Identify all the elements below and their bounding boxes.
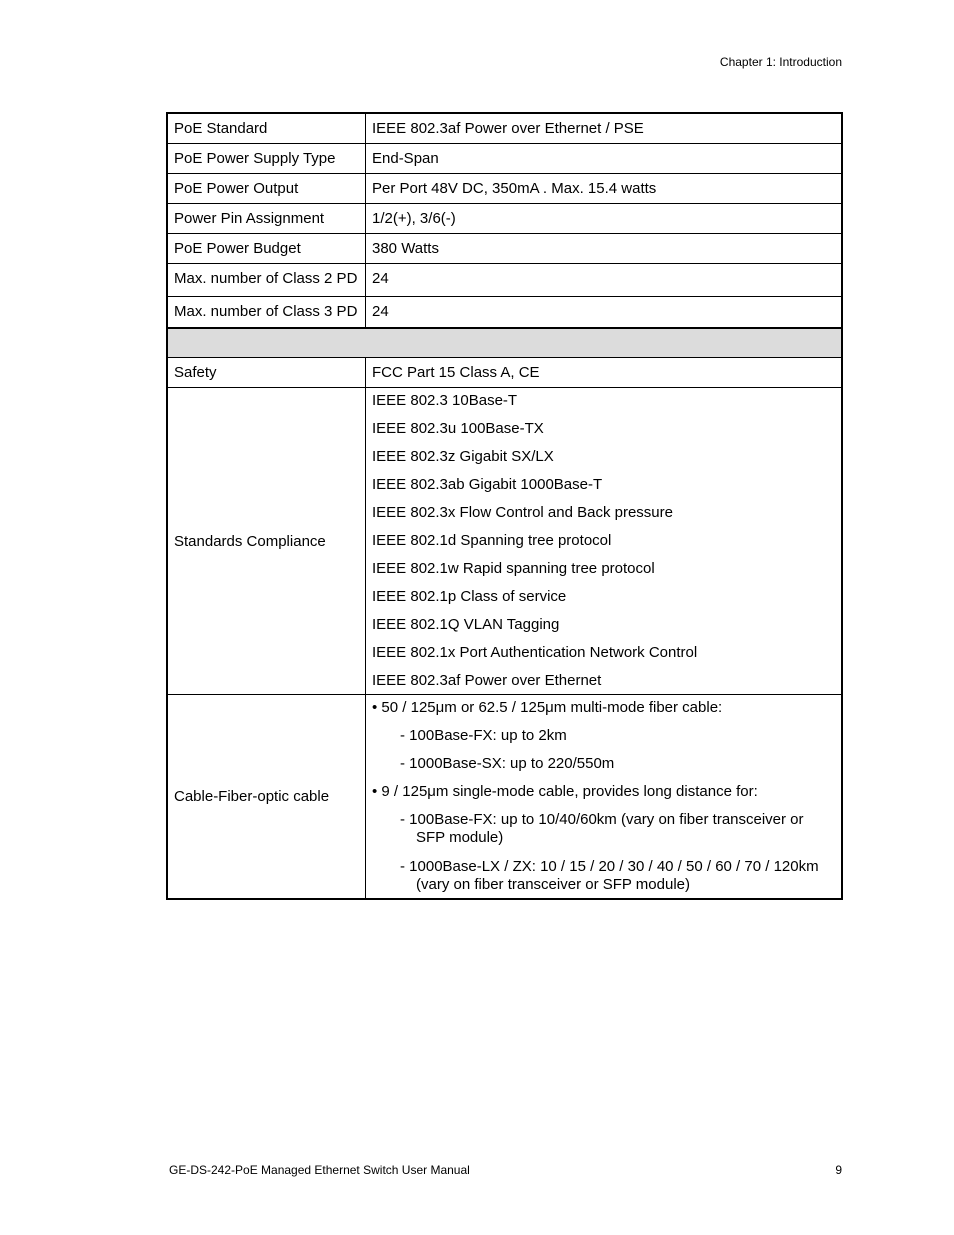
list-item: IEEE 802.3x Flow Control and Back pressure: [372, 504, 673, 521]
row-value: FCC Part 15 Class A, CE: [366, 358, 843, 388]
row-label: PoE Power Budget: [167, 234, 366, 264]
list-item: - 100Base-FX: up to 2km: [400, 727, 567, 744]
footer-manual-title: GE-DS-242-PoE Managed Ethernet Switch User Manual: [169, 1163, 470, 1177]
list-item: - 1000Base-SX: up to 220/550m: [400, 755, 615, 772]
list-item: IEEE 802.3u 100Base-TX: [372, 420, 544, 437]
table-row: [167, 264, 842, 297]
list-item: • 9 / 125μm single-mode cable, provides long distance for:: [372, 783, 758, 800]
table-row: [167, 358, 842, 388]
row-value: Per Port 48V DC, 350mA . Max. 15.4 watts: [366, 174, 843, 204]
row-label: Max. number of Class 3 PD: [167, 297, 366, 329]
row-label: Safety: [167, 358, 366, 388]
table-row: [167, 174, 842, 204]
row-value: 1/2(+), 3/6(-): [366, 204, 843, 234]
row-value: End-Span: [366, 144, 843, 174]
standards-list: [366, 388, 843, 695]
row-label: PoE Standard: [167, 113, 366, 144]
list-item: IEEE 802.3ab Gigabit 1000Base-T: [372, 476, 603, 493]
row-value: IEEE 802.3af Power over Ethernet / PSE: [366, 113, 843, 144]
section-separator: [167, 328, 842, 358]
row-label: Max. number of Class 2 PD: [167, 264, 366, 297]
row-value: 24: [366, 297, 843, 329]
list-item: IEEE 802.3 10Base-T: [372, 392, 518, 409]
table-row: [167, 144, 842, 174]
row-label: Cable-Fiber-optic cable: [167, 695, 366, 900]
chapter-header: Chapter 1: Introduction: [719, 55, 842, 69]
list-item: IEEE 802.1Q VLAN Tagging: [372, 616, 560, 633]
table-row: [167, 204, 842, 234]
row-value: 380 Watts: [366, 234, 843, 264]
section-separator-row: [167, 328, 842, 358]
list-item: IEEE 802.3af Power over Ethernet: [372, 672, 602, 689]
list-item: IEEE 802.1x Port Authentication Network Control: [372, 644, 698, 661]
table-row: [167, 234, 842, 264]
list-item: - 1000Base-LX / ZX: 10 / 15 / 20 / 30 / 40 / 50 / 60 / 70 / 120km (vary on fiber transceiver or SFP module): [400, 858, 819, 893]
fiber-list: [366, 695, 843, 900]
page-number: 9: [835, 1163, 842, 1177]
row-label: PoE Power Output: [167, 174, 366, 204]
row-label: Standards Compliance: [167, 388, 366, 695]
list-item: IEEE 802.3z Gigabit SX/LX: [372, 448, 554, 465]
row-value: 24: [366, 264, 843, 297]
table-row: [167, 388, 842, 695]
list-item: IEEE 802.1d Spanning tree protocol: [372, 532, 612, 549]
table-row: [167, 297, 842, 329]
row-label: PoE Power Supply Type: [167, 144, 366, 174]
spec-table: [166, 112, 843, 900]
list-item: IEEE 802.1w Rapid spanning tree protocol: [372, 560, 655, 577]
table-row: [167, 695, 842, 900]
table-row: [167, 113, 842, 144]
row-label: Power Pin Assignment: [167, 204, 366, 234]
list-item: IEEE 802.1p Class of service: [372, 588, 567, 605]
list-item: - 100Base-FX: up to 10/40/60km (vary on fiber transceiver or SFP module): [400, 811, 804, 846]
list-item: • 50 / 125μm or 62.5 / 125μm multi-mode fiber cable:: [372, 699, 723, 716]
